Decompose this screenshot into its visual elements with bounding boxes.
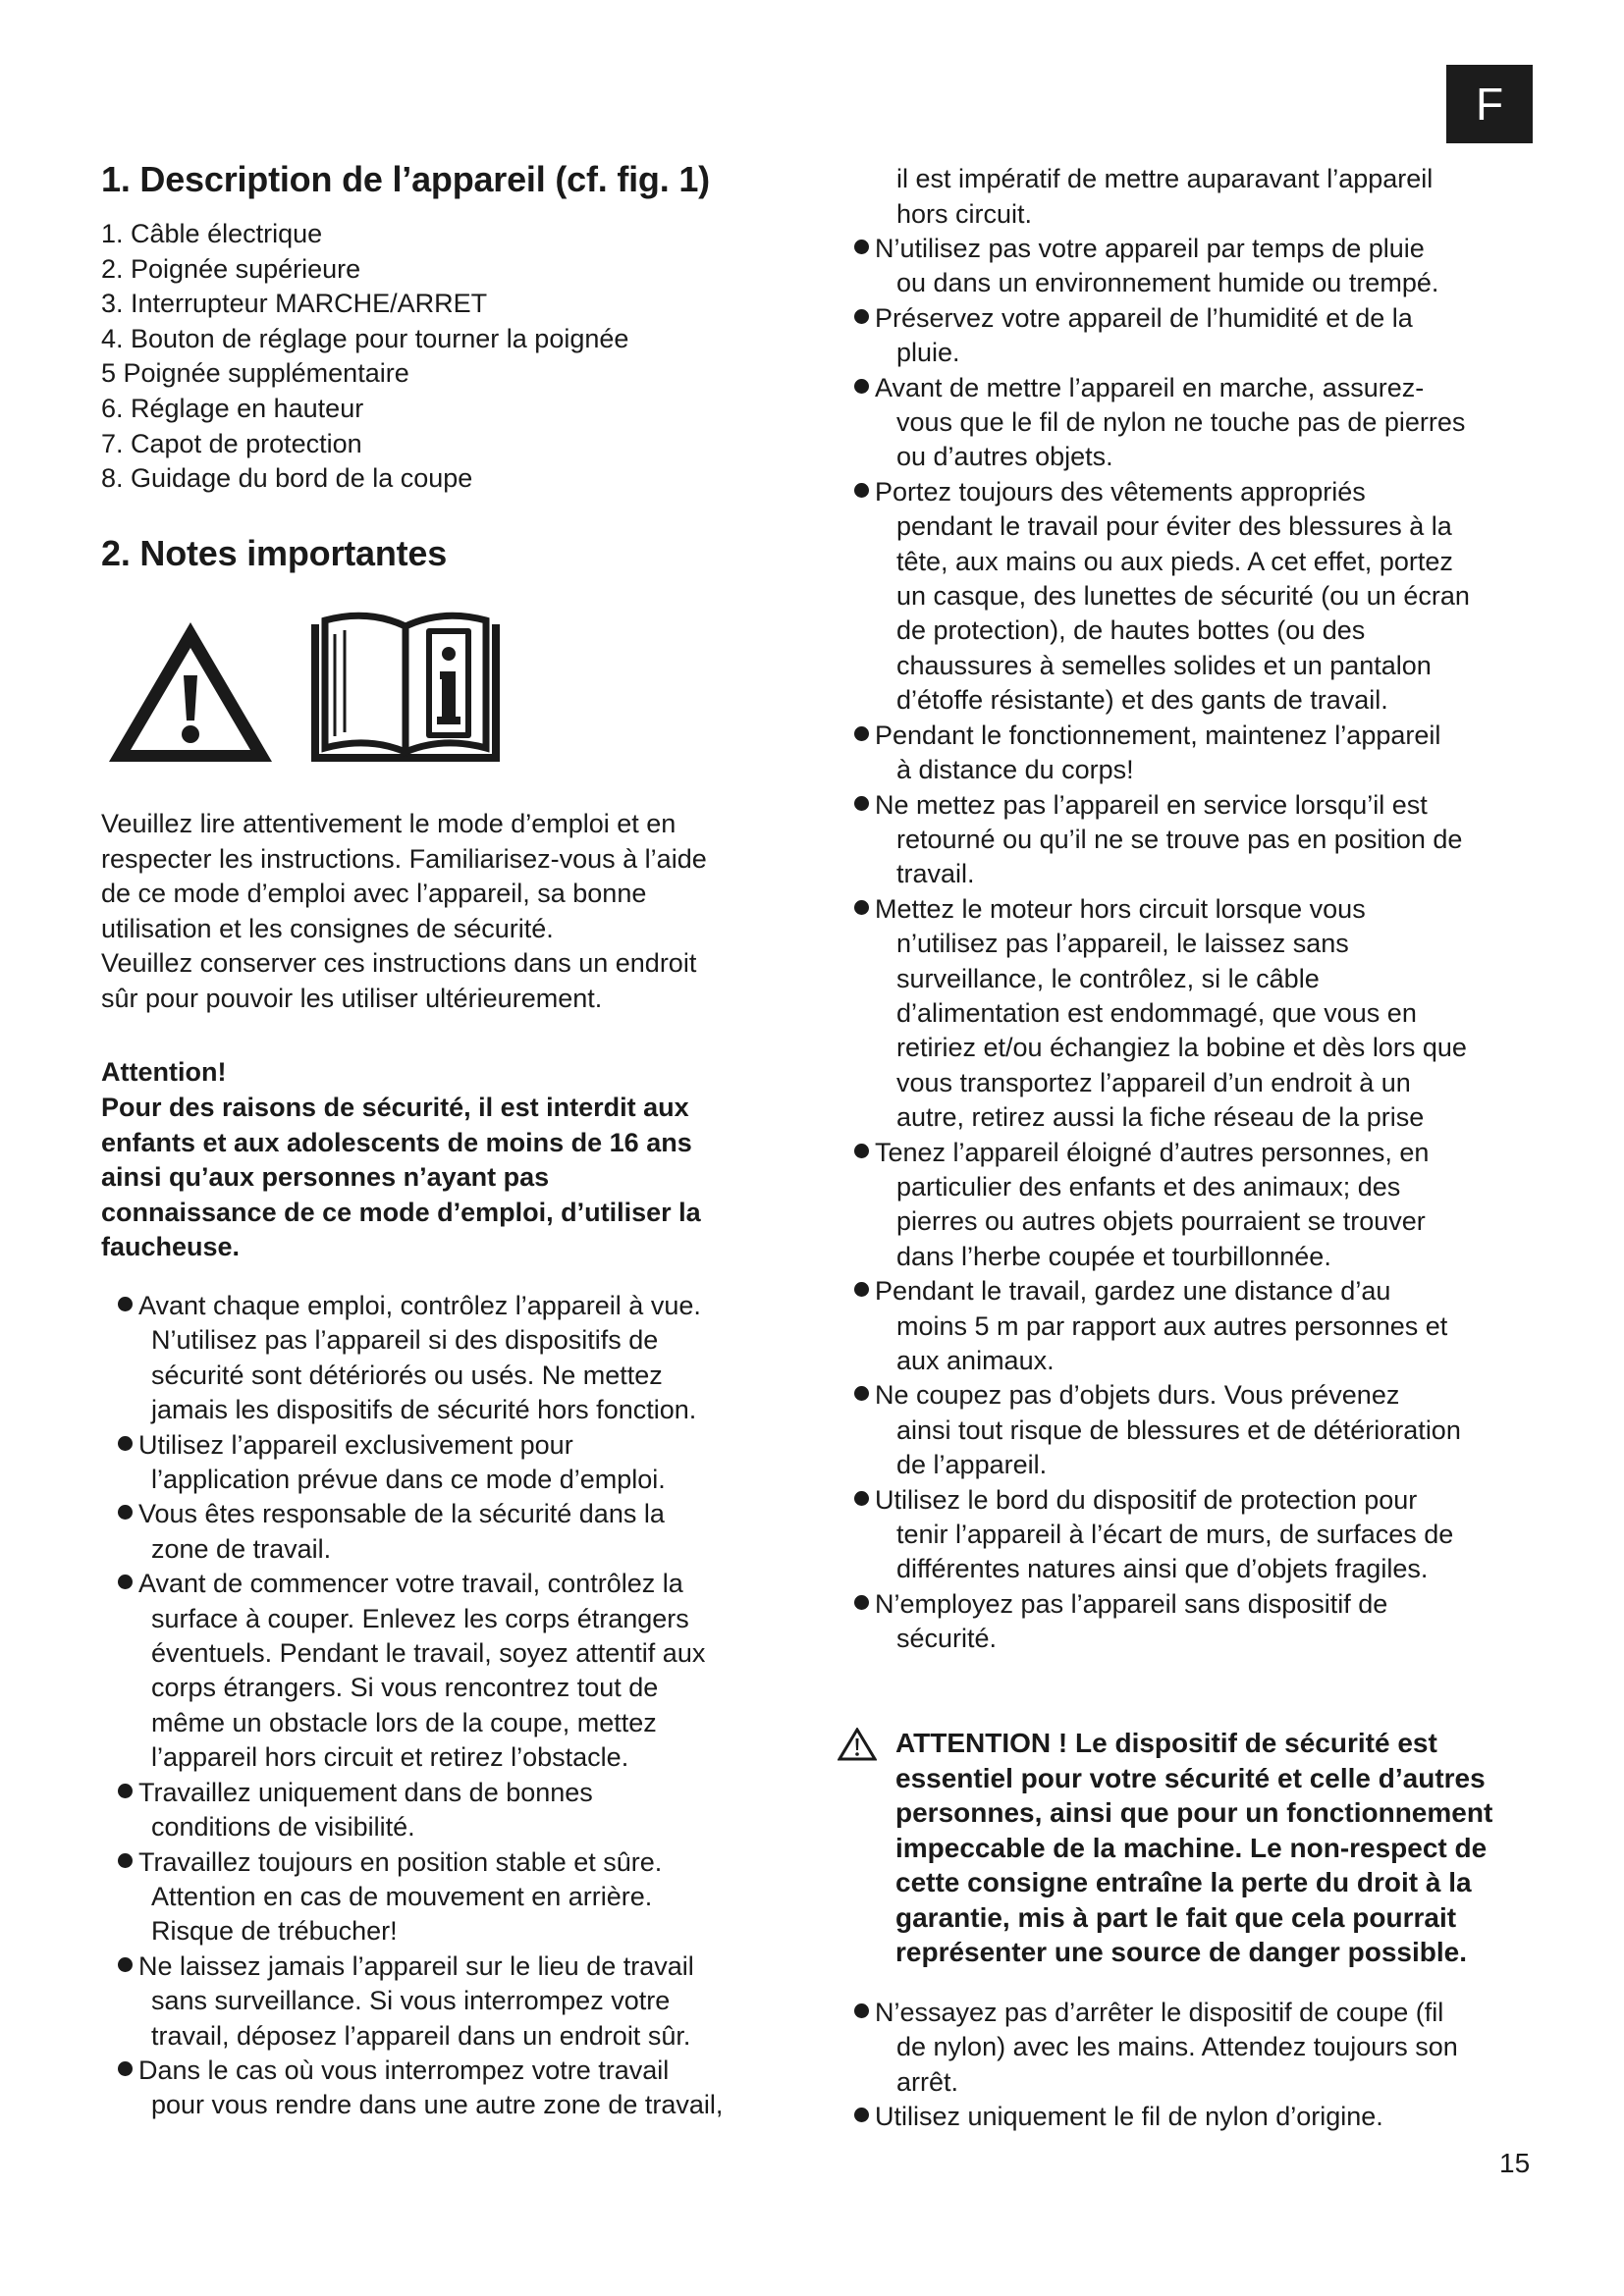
bullet-icon: [854, 900, 869, 915]
list-item: N’essayez pas d’arrêter le dispositif de coupe (fil de nylon) avec les mains. Attendez toujours son arrêt.: [838, 1996, 1544, 2100]
bullet-icon: [854, 726, 869, 741]
bullet-icon: [118, 1575, 133, 1589]
bullet-icon: [854, 1386, 869, 1401]
page-number: 15: [1499, 2148, 1531, 2178]
bullet-icon: [118, 1505, 133, 1520]
language-tab: F: [1446, 65, 1533, 143]
list-item: Dans le cas où vous interrompez votre travail pour vous rendre dans une autre zone de travail,: [101, 2054, 808, 2123]
bullet-icon: [118, 1957, 133, 1972]
bullet-icon: [854, 2108, 869, 2122]
list-item: Tenez l’appareil éloigné d’autres personnes, en particulier des enfants et des animaux; des pierres ou autres objets pourraient se trouver dans l’herbe coupée et tourbillonnée.: [838, 1136, 1544, 1275]
list-item: N’employez pas l’appareil sans dispositif de sécurité.: [838, 1587, 1544, 1657]
bullet-icon: [854, 1595, 869, 1610]
section2-title: 2. Notes importantes: [101, 533, 448, 573]
list-item: Vous êtes responsable de la sécurité dans la zone de travail.: [101, 1497, 808, 1567]
list-item: Utilisez uniquement le fil de nylon d’origine.: [838, 2100, 1544, 2134]
list-item: Ne mettez pas l’appareil en service lorsqu’il est retourné ou qu’il ne se trouve pas en position de travail.: [838, 788, 1544, 892]
list-item: Travaillez uniquement dans de bonnes conditions de visibilité.: [101, 1776, 808, 1845]
bullet-icon: [854, 1491, 869, 1506]
list-item: 4. Bouton de réglage pour tourner la poignée: [101, 323, 629, 353]
list-item: Avant chaque emploi, contrôlez l’appareil à vue. N’utilisez pas l’appareil si des dispositifs de sécurité sont détériorés ou usés. Ne mettez jamais les dispositifs de sécurité hors fonction.: [101, 1289, 808, 1428]
warning-block: [838, 1726, 1544, 1970]
bullet-icon: [854, 240, 869, 254]
bullet-icon: [854, 796, 869, 811]
bullet-icon: [118, 1853, 133, 1868]
list-item: 7. Capot de protection: [101, 428, 362, 458]
bullet-icon: [854, 1144, 869, 1158]
bullet-icon: [854, 1282, 869, 1297]
bullet-icon: [854, 2003, 869, 2018]
safety-list-left: [101, 1289, 808, 2123]
bullet-icon: [118, 1784, 133, 1798]
bullet-icon: [854, 309, 869, 324]
list-item: Utilisez le bord du dispositif de protection pour tenir l’appareil à l’écart de murs, de surfaces de différentes natures ainsi que d’objets fragiles.: [838, 1483, 1544, 1587]
bullet-icon: [854, 483, 869, 498]
list-item: Utilisez l’appareil exclusivement pour l’application prévue dans ce mode d’emploi.: [101, 1428, 808, 1498]
list-item: Ne coupez pas d’objets durs. Vous prévenez ainsi tout risque de blessures et de détérioration de l’appareil.: [838, 1378, 1544, 1482]
bullet-icon: [118, 2061, 133, 2076]
list-item: 5 Poignée supplémentaire: [101, 358, 409, 389]
list-item: 2. Poignée supérieure: [101, 253, 361, 284]
intro-paragraph: Veuillez lire attentivement le mode d’emploi et en respecter les instructions. Familiarisez-vous à l’aide de ce mode d’emploi avec l’appareil, sa bonne utilisation et les consignes de sécurité. Veuillez conserver ces instructions dans un endroit sûr pour pouvoir les utiliser ultérieurement.: [101, 809, 707, 1013]
list-item: Travaillez toujours en position stable et sûre. Attention en cas de mouvement en arrière. Risque de trébucher!: [101, 1845, 808, 1949]
attention-text: Pour des raisons de sécurité, il est interdit aux enfants et aux adolescents de moins de 16 ans ainsi qu’aux personnes n’ayant pas connaissance de ce mode d’emploi, d’utiliser la faucheuse.: [101, 1093, 701, 1261]
list-item: Mettez le moteur hors circuit lorsque vous n’utilisez pas l’appareil, le laissez sans surveillance, le contrôlez, si le câble d’alimentation est endommagé, que vous en retiriez et/ou échangiez la bobine et dès lors que vous transportez l’appareil d’un endroit à un autre, retirez aussi la fiche réseau de la prise: [838, 892, 1544, 1136]
list-item: Pendant le travail, gardez une distance d’au moins 5 m par rapport aux autres personnes et aux animaux.: [838, 1274, 1544, 1378]
read-manual-icon: [309, 611, 506, 764]
safety-list-right: [838, 232, 1544, 1657]
warning-triangle-icon: [105, 614, 277, 772]
list-item: Pendant le fonctionnement, maintenez l’appareil à distance du corps!: [838, 719, 1544, 788]
warning-triangle-icon: [838, 1728, 877, 1761]
bullet-icon: [118, 1436, 133, 1451]
safety-icons: [105, 609, 498, 766]
list-item: Avant de mettre l’appareil en marche, assurez- vous que le fil de nylon ne touche pas de pierres ou d’autres objets.: [838, 371, 1544, 475]
bullet-icon: [854, 379, 869, 394]
list-item: N’utilisez pas votre appareil par temps de pluie ou dans un environnement humide ou trempé.: [838, 232, 1544, 301]
list-item: 8. Guidage du bord de la coupe: [101, 463, 473, 494]
list-item: 6. Réglage en hauteur: [101, 393, 364, 423]
list-item: Portez toujours des vêtements appropriés pendant le travail pour éviter des blessures à la tête, aux mains ou aux pieds. A cet effet, portez un casque, des lunettes de sécurité (ou un écran de protection), de hautes bottes (ou des chaussures à semelles solides et un pantalon d’étoffe résistante) et des gants de travail.: [838, 475, 1544, 719]
list-item: Préservez votre appareil de l’humidité et de la pluie.: [838, 301, 1544, 371]
safety-list-right-2: [838, 1996, 1544, 2135]
list-item: 3. Interrupteur MARCHE/ARRET: [101, 289, 488, 319]
section1-title: 1. Description de l’appareil (cf. fig. 1): [101, 159, 710, 199]
list-item: Avant de commencer votre travail, contrôlez la surface à couper. Enlevez les corps étrangers éventuels. Pendant le travail, soyez attentif aux corps étrangers. Si vous rencontrez tout de même un obstacle lors de la coupe, mettez l’appareil hors circuit et retirez l’obstacle.: [101, 1567, 808, 1775]
list-item: 1. Câble électrique: [101, 219, 323, 248]
bullet-icon: [118, 1297, 133, 1311]
warning-text: ATTENTION ! Le dispositif de sécurité est essentiel pour votre sécurité et celle d’autres personnes, ainsi que pour un fonctionnement impeccable de la machine. Le non-respect de cette consigne entraîne la perte du droit à la garantie, mis à part le fait que cela pourrait représenter une source de danger possible.: [895, 1728, 1493, 1967]
attention-heading: Attention!: [101, 1057, 227, 1087]
continuation-text: il est impératif de mettre auparavant l’appareil hors circuit.: [896, 164, 1434, 229]
parts-list: [101, 217, 628, 497]
list-item: Ne laissez jamais l’appareil sur le lieu de travail sans surveillance. Si vous interrompez votre travail, déposez l’appareil dans un endroit sûr.: [101, 1949, 808, 2054]
